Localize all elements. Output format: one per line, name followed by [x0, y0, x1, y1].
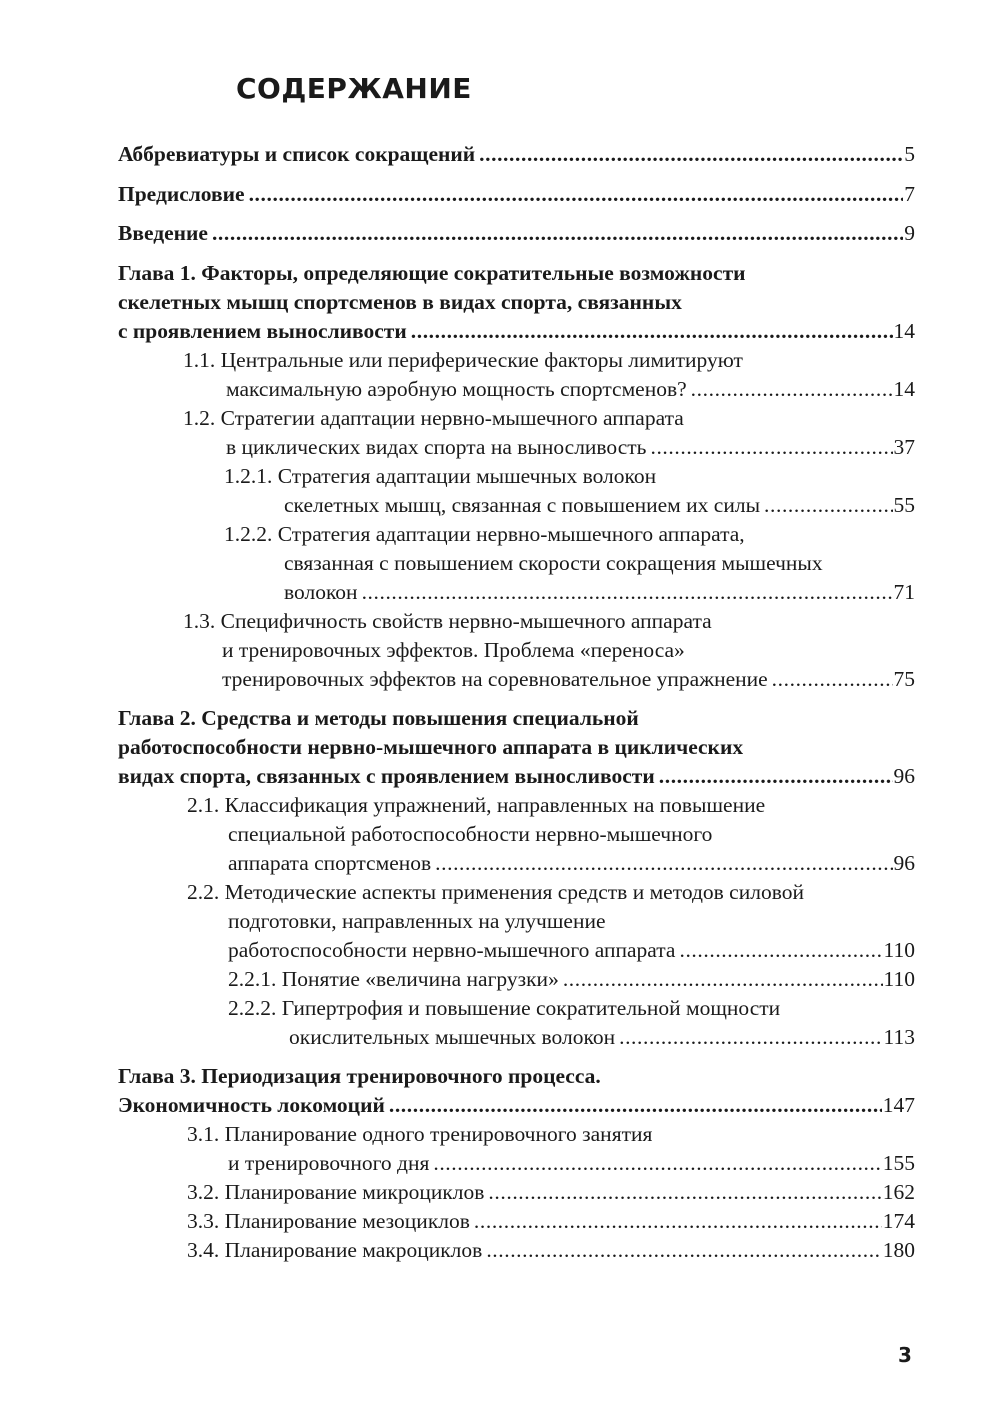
toc-entry-section-1-3[interactable]: [222, 665, 915, 694]
toc-section-1-2-line-1: 1.2. Стратегии адаптации нервно-мышечного аппарата: [183, 406, 684, 430]
toc-section-1-3-line-1: 1.3. Специфичность свойств нервно-мышечного аппарата: [183, 609, 712, 633]
toc-entry-text: и тренировочного дня: [228, 1151, 430, 1175]
toc-entry-section-3-4[interactable]: [187, 1236, 915, 1265]
toc-entry-text: 3.3. Планирование мезоциклов: [187, 1209, 470, 1233]
leader-dots: [764, 491, 892, 520]
toc-entry-chapter-2[interactable]: [118, 762, 915, 791]
leader-dots: [679, 936, 882, 965]
toc-chapter-1-line-2: скелетных мышц спортсменов в видах спорта, связанных: [118, 290, 682, 314]
toc-page-number: 9: [904, 221, 915, 245]
toc-entry-text: тренировочных эффектов на соревновательное упражнение: [222, 667, 768, 691]
toc-page-number: 5: [904, 142, 915, 166]
toc-entry-text: Введение: [118, 221, 208, 245]
toc-page-number: 55: [893, 493, 915, 517]
toc-entry-preface[interactable]: [118, 180, 915, 209]
toc-page-number: 155: [882, 1151, 915, 1175]
toc-page-number: 147: [882, 1093, 915, 1117]
toc-page-number: 14: [893, 377, 915, 401]
toc-section-2-1-line-1: 2.1. Классификация упражнений, направленных на повышение: [187, 793, 766, 817]
toc-entry-text: с проявлением выносливости: [118, 319, 407, 343]
toc-section-2-2-line-1: 2.2. Методические аспекты применения средств и методов силовой: [187, 880, 804, 904]
toc-entry-text: аппарата спортсменов: [228, 851, 432, 875]
toc-page-number: 71: [893, 580, 915, 604]
toc-entry-text: 3.2. Планирование микроциклов: [187, 1180, 485, 1204]
toc-entry-section-1-2-2[interactable]: [284, 578, 915, 607]
toc-page-number: 96: [893, 764, 915, 788]
toc-entry-section-2-2-1[interactable]: [228, 965, 915, 994]
toc-section-1-1-line-1: 1.1. Центральные или периферические факторы лимитируют: [183, 348, 743, 372]
leader-dots: [486, 1236, 881, 1265]
toc-page-number: 75: [893, 667, 915, 691]
toc-chapter-2-line-1: Глава 2. Средства и методы повышения специальной: [118, 706, 639, 730]
leader-dots: [435, 849, 892, 878]
toc-section-2-2-2-line-1: 2.2.2. Гипертрофия и повышение сократительной мощности: [228, 996, 781, 1020]
toc-entry-text: волокон: [284, 580, 358, 604]
toc-section-1-3-line-2: и тренировочных эффектов. Проблема «переноса»: [222, 638, 685, 662]
toc-entry-text: Предисловие: [118, 182, 245, 206]
toc-page-number: 14: [893, 319, 915, 343]
toc-entry-section-3-2[interactable]: [187, 1178, 915, 1207]
leader-dots: [411, 317, 893, 346]
leader-dots: [488, 1178, 881, 1207]
leader-dots: [362, 578, 893, 607]
leader-dots: [389, 1091, 882, 1120]
leader-dots: [650, 433, 892, 462]
leader-dots: [659, 762, 893, 791]
toc-entry-chapter-3[interactable]: [118, 1091, 915, 1120]
toc-entry-section-2-1[interactable]: [228, 849, 915, 878]
toc-entry-section-2-2-2[interactable]: [289, 1023, 915, 1052]
toc-entry-text: 3.4. Планирование макроциклов: [187, 1238, 483, 1262]
toc-entry-section-3-1[interactable]: [228, 1149, 915, 1178]
leader-dots: [772, 665, 893, 694]
toc-entry-text: видах спорта, связанных с проявлением выносливости: [118, 764, 655, 788]
toc-section-3-1-line-1: 3.1. Планирование одного тренировочного занятия: [187, 1122, 653, 1146]
toc-section-1-2-2-line-1: 1.2.2. Стратегия адаптации нервно-мышечного аппарата,: [224, 522, 745, 546]
toc-page-number: 180: [882, 1238, 915, 1262]
toc-entry-chapter-1[interactable]: [118, 317, 915, 346]
toc-entry-text: окислительных мышечных волокон: [289, 1025, 616, 1049]
toc-entry-text: максимальную аэробную мощность спортсменов?: [226, 377, 687, 401]
toc-entry-text: работоспособности нервно-мышечного аппарата: [228, 938, 676, 962]
leader-dots: [479, 140, 903, 169]
toc-entry-section-1-2[interactable]: [226, 433, 915, 462]
leader-dots: [433, 1149, 881, 1178]
toc-page-number: 110: [883, 938, 915, 962]
toc-chapter-1-line-1: Глава 1. Факторы, определяющие сократительные возможности: [118, 261, 746, 285]
leader-dots: [249, 180, 904, 209]
leader-dots: [619, 1023, 882, 1052]
toc-entry-text: Аббревиатуры и список сокращений: [118, 142, 476, 166]
toc-section-2-2-line-2: подготовки, направленных на улучшение: [228, 909, 606, 933]
toc-entry-text: в циклических видах спорта на выносливость: [226, 435, 647, 459]
toc-entry-section-3-3[interactable]: [187, 1207, 915, 1236]
toc-section-1-2-2-line-2: связанная с повышением скорости сокращения мышечных: [284, 551, 823, 575]
toc-page-number: 113: [883, 1025, 915, 1049]
toc-entry-text: 2.2.1. Понятие «величина нагрузки»: [228, 967, 559, 991]
toc-entry-section-1-1[interactable]: [226, 375, 915, 404]
toc-page-number: 174: [882, 1209, 915, 1233]
page-title: СОДЕРЖАНИЕ: [236, 72, 472, 105]
toc-entry-introduction[interactable]: [118, 219, 915, 248]
toc-page-number: 96: [893, 851, 915, 875]
toc-entry-text: скелетных мышц, связанная с повышением их силы: [284, 493, 761, 517]
page-number: 3: [898, 1343, 912, 1367]
toc-page-number: 162: [882, 1180, 915, 1204]
toc-page-number: 110: [883, 967, 915, 991]
leader-dots: [563, 965, 883, 994]
leader-dots: [212, 219, 903, 248]
toc-entry-abbreviations[interactable]: [118, 140, 915, 169]
toc-chapter-2-line-2: работоспособности нервно-мышечного аппарата в циклических: [118, 735, 744, 759]
toc-entry-text: Экономичность локомоций: [118, 1093, 385, 1117]
toc-page-number: 7: [904, 182, 915, 206]
toc-section-1-2-1-line-1: 1.2.1. Стратегия адаптации мышечных волокон: [224, 464, 657, 488]
leader-dots: [691, 375, 893, 404]
toc-chapter-3-line-1: Глава 3. Периодизация тренировочного процесса.: [118, 1064, 601, 1088]
toc-page-number: 37: [893, 435, 915, 459]
toc-entry-section-1-2-1[interactable]: [284, 491, 915, 520]
toc-section-2-1-line-2: специальной работоспособности нервно-мышечного: [228, 822, 713, 846]
leader-dots: [474, 1207, 882, 1236]
toc-entry-section-2-2[interactable]: [228, 936, 915, 965]
